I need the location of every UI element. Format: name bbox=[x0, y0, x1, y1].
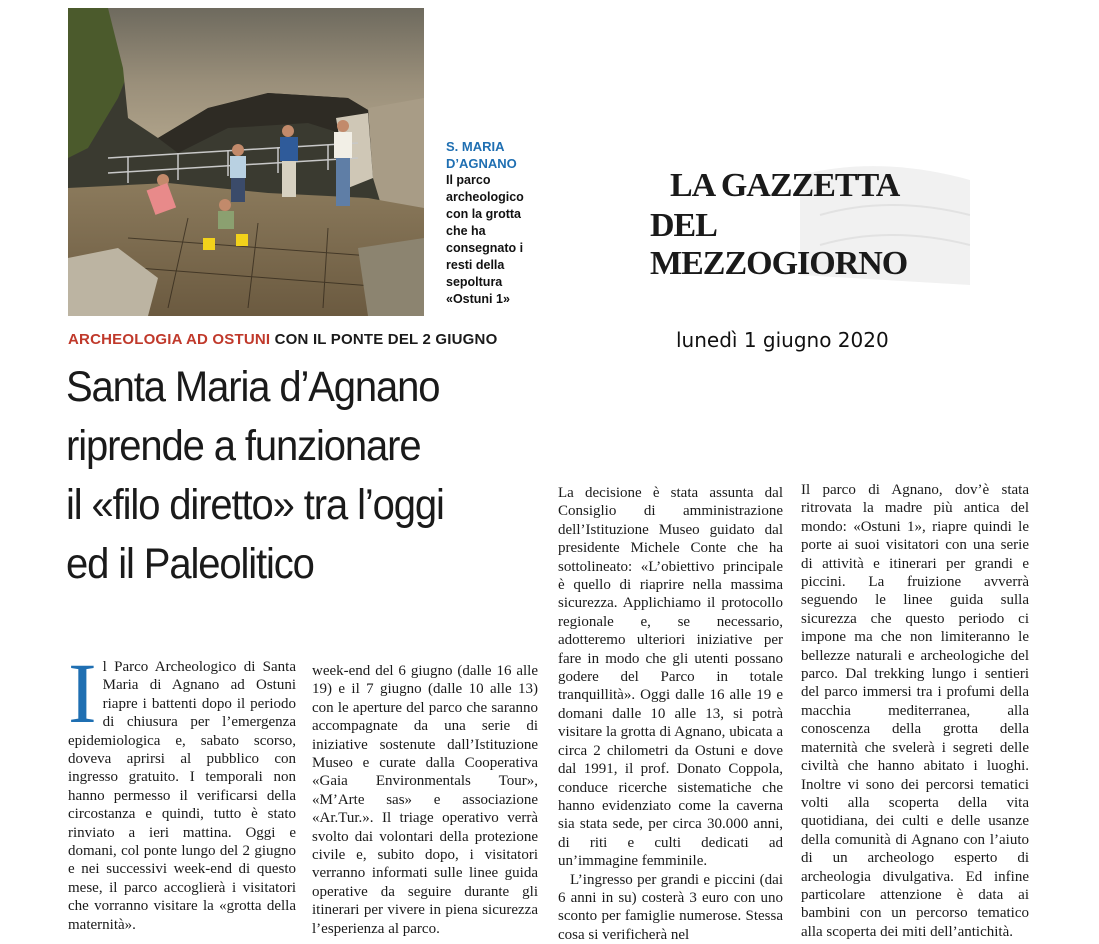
article-paragraph: La decisione è stata assunta dal Consiglio di amministrazione dell’Istituzione Museo guidato dal presidente Michele Conte che ha sottolineato: «L’obiettivo principale è quello di riaprire nella massima sicurezza. Applichiamo il protocollo regionale e, se necessario, adotteremo ulteriori iniziative per fare in modo che gli utenti possano godere del Parco in totale tranquillità». Oggi dalle 16 alle 19 e domani dalle 10 alle 13, si potrà visitare la grotta di Agnano, ubicata a circa 2 chilometri da Ostuni e dove dal 1991, il prof. Donato Coppola, conduce ricerche sistematiche che hanno evidenziato come la caverna sia stata sede, per circa 30.000 anni, di riti e culti dedicati ad un’immagine femminile. bbox=[558, 485, 783, 870]
section-kicker bbox=[68, 331, 497, 348]
masthead-line-1: LA GAZZETTA bbox=[670, 167, 900, 204]
article-column-2 bbox=[312, 662, 538, 938]
article-column-3 bbox=[558, 484, 783, 944]
drop-cap: I bbox=[68, 645, 97, 741]
article-photo bbox=[68, 8, 424, 316]
caption-title: S. MARIA D’AGNANO bbox=[446, 139, 517, 171]
headline bbox=[66, 358, 522, 594]
article-paragraph: L’ingresso per grandi e piccini (dai 6 anni in su) costerà 3 euro con uno sconto per famiglie numerose. Stessa cosa si verificherà nel bbox=[558, 871, 783, 943]
publication-date: lunedì 1 giugno 2020 bbox=[676, 328, 889, 352]
headline-line: Santa Maria d’Agnano bbox=[66, 363, 440, 411]
kicker-subject: CON IL PONTE DEL 2 GIUGNO bbox=[274, 331, 498, 348]
headline-line: ed il Paleolitico bbox=[66, 540, 314, 588]
article-column-1 bbox=[68, 645, 296, 934]
cave-excavation-image bbox=[68, 8, 424, 316]
paragraph-text: l Parco Archeologico di Santa Maria di Agnano ad Ostuni riapre i battenti dopo il periodo di chiusura per l’emergenza epidemiologica e, sabato scorso, doveva aprirsi al pubblico con ingresso gratuito. I temporali non hanno permesso il verificarsi della circostanza e quindi, tutto è stato rinviato a ieri mattina. Oggi e domani, col ponte lungo del 2 giugno e nei successivi week-end di questo mese, il parco accoglierà i visitatori che vorranno visitare la «grotta della maternità». bbox=[68, 659, 296, 933]
article-column-4 bbox=[801, 481, 1029, 941]
masthead-line-2: DEL MEZZOGIORNO bbox=[650, 207, 908, 282]
article-paragraph bbox=[68, 645, 296, 934]
photo-caption bbox=[446, 138, 536, 308]
article-paragraph: week-end del 6 giugno (dalle 16 alle 19) e il 7 giugno (dalle 10 alle 13) con le aperture del parco che saranno accompagnate da una serie di iniziative sostenute dall’Istituzione Museo e curate dalla Cooperativa «Gaia Environmentals Tour», «M’Arte sas» e associazione «Ar.Tur.». Il triage operativo verrà svolto dai volontari della protezione civile e, subito dopo, i visitatori verranno informati sulle linee guida operative da seguire durante gli itinerari per vivere in piena sicurezza l’esperienza al parco. bbox=[312, 663, 538, 937]
caption-body: Il parco archeologico con la grotta che ha consegnato i resti della sepoltura «Ostuni 1» bbox=[446, 173, 524, 306]
kicker-section: ARCHEOLOGIA AD OSTUNI bbox=[68, 331, 271, 348]
headline-line: il «filo diretto» tra l’oggi bbox=[66, 481, 444, 529]
newspaper-masthead bbox=[650, 155, 970, 285]
article-paragraph: Il parco di Agnano, dov’è stata ritrovata la madre più antica del mondo: «Ostuni 1», riapre quindi le porte ai suoi visitatori con una serie di attività e itinerari per grandi e piccini. La fruizione avverrà seguendo le linee guida sulla sicurezza che questo periodo ci impone ma che non limiteranno le bellezze naturali e archeologiche del parco. Dal trekking lungo i sentieri del parco immersi tra i profumi della macchia mediterranea, alla conoscenza della grotta della maternità che svelerà i segreti delle civiltà che hanno abitato i luoghi. Inoltre vi sono dei percorsi tematici volti alla scoperta della vita quotidiana, dei culti e delle usanze della comunità di Agnano con l’aiuto di un archeologo esperto di archeologia divulgativa. Ed infine particolare attenzione è data ai bambini con un percorso tematico alla scoperta dei miti dell’antichità. bbox=[801, 482, 1029, 940]
headline-line: riprende a funzionare bbox=[66, 422, 421, 470]
